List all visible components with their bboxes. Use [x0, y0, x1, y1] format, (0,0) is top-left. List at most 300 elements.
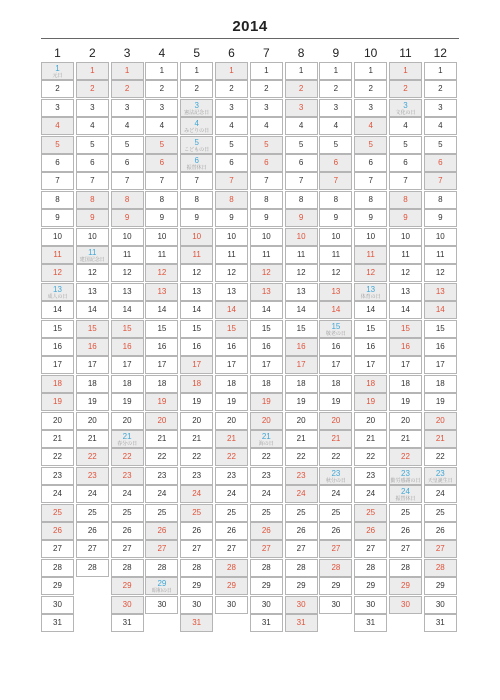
day-cell — [215, 228, 248, 246]
day-number: 22 — [435, 452, 445, 462]
day-cell — [424, 485, 457, 503]
day-number: 16 — [192, 342, 202, 351]
day-number: 24 — [227, 489, 236, 499]
day-cell — [354, 485, 387, 503]
day-cell — [424, 62, 457, 80]
day-number: 27 — [227, 544, 236, 554]
day-cell — [180, 154, 213, 172]
day-cell — [319, 246, 352, 264]
day-cell — [180, 614, 213, 632]
day-cell — [354, 228, 387, 246]
day-cell — [180, 80, 213, 98]
day-number: 29 — [192, 581, 202, 591]
day-number: 15 — [192, 323, 202, 333]
day-cell — [145, 338, 178, 356]
day-number: 22 — [87, 452, 97, 462]
day-cell — [76, 264, 109, 282]
day-number: 1 — [229, 66, 234, 75]
day-cell — [424, 154, 457, 172]
day-cell — [111, 504, 144, 522]
day-cell — [180, 191, 213, 209]
day-number: 25 — [53, 507, 62, 517]
day-number: 10 — [87, 231, 97, 241]
day-number: 21 — [157, 434, 167, 443]
day-cell — [111, 467, 144, 485]
day-cell — [424, 356, 457, 374]
day-cell — [250, 393, 283, 411]
day-cell — [424, 117, 457, 135]
day-cell — [250, 375, 283, 393]
day-number: 2 — [438, 84, 443, 94]
holiday-name: 文化の日 — [395, 109, 416, 116]
day-cell — [41, 320, 74, 338]
day-cell — [285, 577, 318, 595]
day-number: 4 — [298, 121, 304, 131]
day-cell — [424, 301, 457, 319]
day-cell — [76, 154, 109, 172]
day-cell — [145, 246, 178, 264]
day-number: 4 — [159, 121, 165, 131]
day-cell — [76, 467, 109, 485]
day-number: 2 — [229, 84, 234, 94]
day-cell — [41, 246, 74, 264]
day-number: 6 — [333, 158, 339, 167]
day-cell — [41, 596, 74, 614]
day-number: 3 — [298, 102, 304, 112]
day-number: 1 — [124, 66, 130, 75]
day-number: 15 — [331, 321, 341, 331]
day-cell — [215, 448, 248, 466]
day-cell — [389, 283, 422, 301]
day-cell — [111, 522, 144, 540]
day-number: 1 — [264, 66, 269, 75]
day-number: 4 — [55, 121, 60, 131]
day-cell — [389, 467, 422, 485]
day-number: 10 — [53, 231, 62, 241]
day-number: 30 — [227, 599, 236, 609]
day-cell — [285, 80, 318, 98]
day-cell — [389, 485, 422, 503]
day-cell — [180, 375, 213, 393]
day-number: 2 — [55, 84, 60, 94]
day-number: 2 — [333, 84, 339, 94]
day-number: 22 — [157, 452, 167, 462]
day-number: 5 — [159, 139, 165, 149]
day-cell — [76, 540, 109, 558]
day-cell — [180, 559, 213, 577]
day-number: 25 — [122, 507, 132, 517]
day-cell — [145, 154, 178, 172]
day-number: 5 — [124, 139, 130, 149]
day-number: 28 — [331, 562, 341, 572]
day-cell — [111, 540, 144, 558]
day-number: 8 — [55, 194, 60, 204]
day-number: 30 — [122, 599, 132, 609]
day-number: 29 — [296, 581, 306, 591]
day-number: 26 — [366, 526, 376, 535]
day-cell — [180, 596, 213, 614]
day-number: 14 — [53, 305, 62, 315]
day-cell — [215, 80, 248, 98]
day-cell — [250, 228, 283, 246]
holiday-name: 春分の日 — [117, 441, 138, 447]
day-cell — [215, 540, 248, 558]
day-number: 23 — [227, 470, 236, 480]
day-cell — [285, 283, 318, 301]
day-cell — [41, 485, 74, 503]
day-cell — [354, 246, 387, 264]
day-cell — [76, 283, 109, 301]
day-number: 4 — [438, 121, 443, 131]
day-number: 3 — [403, 100, 408, 110]
day-cell — [41, 614, 74, 632]
day-cell — [354, 467, 387, 485]
day-number: 10 — [401, 231, 410, 241]
day-number: 2 — [194, 84, 199, 94]
day-number: 18 — [122, 378, 132, 388]
day-number: 29 — [122, 581, 132, 591]
day-cell — [285, 320, 318, 338]
day-cell — [319, 228, 352, 246]
day-number: 18 — [87, 378, 97, 388]
day-cell — [250, 540, 283, 558]
day-cell — [215, 504, 248, 522]
day-cell — [76, 228, 109, 246]
day-number: 19 — [192, 397, 202, 407]
day-number: 16 — [53, 342, 62, 351]
day-number: 29 — [401, 581, 410, 591]
holiday-name: こどもの日 — [184, 146, 210, 153]
day-cell — [389, 301, 422, 319]
day-number: 24 — [122, 489, 132, 499]
day-cell — [389, 62, 422, 80]
day-cell — [319, 99, 352, 117]
day-number: 24 — [401, 487, 410, 497]
day-cell — [111, 577, 144, 595]
day-number: 26 — [122, 526, 132, 535]
day-number: 1 — [90, 66, 95, 75]
day-number: 8 — [194, 194, 199, 204]
day-cell — [76, 80, 109, 98]
day-cell — [354, 283, 387, 301]
day-number: 26 — [261, 526, 271, 535]
day-number: 4 — [333, 121, 339, 131]
day-number: 21 — [87, 434, 97, 443]
day-cell — [180, 209, 213, 227]
day-number: 12 — [435, 268, 445, 278]
day-number: 7 — [333, 176, 339, 186]
day-number: 18 — [435, 378, 445, 388]
day-number: 1 — [333, 66, 339, 75]
day-number: 11 — [88, 248, 97, 257]
month-header: 3 — [123, 46, 131, 60]
holiday-name: 昭和の日 — [151, 588, 172, 595]
day-cell — [319, 320, 352, 338]
day-cell — [285, 467, 318, 485]
day-number: 20 — [435, 415, 445, 425]
day-cell — [180, 246, 213, 264]
day-cell — [111, 172, 144, 190]
day-number: 14 — [192, 305, 202, 315]
day-number: 29 — [227, 581, 236, 591]
day-number: 29 — [366, 581, 376, 591]
day-cell — [319, 596, 352, 614]
day-cell — [145, 375, 178, 393]
day-number: 3 — [229, 102, 234, 112]
day-number: 28 — [296, 562, 306, 572]
day-number: 12 — [401, 268, 410, 278]
day-cell — [354, 99, 387, 117]
day-number: 19 — [53, 397, 62, 407]
day-number: 22 — [227, 452, 236, 462]
holiday-name: 秋分の日 — [325, 477, 346, 484]
day-number: 11 — [401, 250, 410, 259]
day-number: 19 — [87, 397, 97, 407]
day-number: 12 — [261, 268, 271, 278]
day-number: 31 — [122, 618, 132, 627]
day-cell — [41, 504, 74, 522]
day-number: 10 — [227, 231, 236, 241]
day-number: 27 — [192, 544, 202, 554]
day-cell — [319, 504, 352, 522]
day-cell — [424, 375, 457, 393]
day-number: 12 — [366, 268, 376, 278]
day-number: 8 — [333, 194, 339, 204]
day-cell — [424, 320, 457, 338]
day-cell — [145, 540, 178, 558]
day-number: 29 — [53, 581, 62, 591]
day-number: 16 — [261, 342, 271, 351]
day-cell — [180, 62, 213, 80]
day-cell — [250, 504, 283, 522]
day-number: 13 — [122, 286, 132, 296]
day-number: 16 — [401, 342, 410, 351]
day-number: 30 — [331, 599, 341, 609]
day-number: 25 — [331, 507, 341, 517]
day-cell — [354, 375, 387, 393]
day-number: 14 — [366, 305, 376, 315]
day-number: 9 — [298, 213, 304, 223]
day-number: 30 — [366, 599, 376, 609]
day-cell — [111, 283, 144, 301]
day-cell — [76, 430, 109, 448]
day-cell — [285, 540, 318, 558]
day-cell — [145, 320, 178, 338]
day-number: 22 — [401, 452, 410, 462]
day-number: 19 — [366, 397, 376, 407]
day-cell — [180, 264, 213, 282]
day-number: 15 — [296, 323, 306, 333]
day-number: 31 — [366, 618, 376, 627]
day-number: 17 — [192, 360, 202, 370]
day-number: 3 — [194, 100, 199, 110]
day-number: 10 — [261, 231, 271, 241]
day-number: 9 — [333, 213, 339, 223]
month-header: 1 — [54, 46, 61, 60]
day-number: 25 — [261, 507, 271, 517]
day-cell — [389, 430, 422, 448]
day-cell — [180, 301, 213, 319]
day-cell — [389, 117, 422, 135]
day-number: 29 — [261, 581, 271, 591]
day-number: 21 — [122, 432, 132, 441]
day-cell — [180, 338, 213, 356]
day-number: 5 — [298, 139, 304, 149]
day-cell — [250, 356, 283, 374]
day-number: 28 — [227, 562, 236, 572]
day-number: 4 — [194, 119, 199, 129]
day-number: 17 — [435, 360, 445, 370]
day-number: 20 — [331, 415, 341, 425]
day-cell — [354, 136, 387, 154]
day-cell — [250, 283, 283, 301]
day-cell — [319, 540, 352, 558]
day-cell — [424, 191, 457, 209]
day-number: 20 — [401, 415, 410, 425]
day-cell — [111, 62, 144, 80]
day-cell — [354, 338, 387, 356]
day-number: 7 — [194, 176, 199, 186]
day-number: 5 — [229, 139, 234, 149]
day-number: 5 — [368, 139, 373, 149]
day-cell — [285, 393, 318, 411]
day-cell — [145, 522, 178, 540]
day-number: 3 — [264, 102, 269, 112]
day-cell — [76, 246, 109, 264]
holiday-name: 振替休日 — [186, 165, 207, 171]
day-cell — [354, 522, 387, 540]
day-number: 24 — [53, 489, 62, 499]
day-cell — [111, 117, 144, 135]
day-number: 18 — [366, 378, 376, 388]
day-number: 25 — [227, 507, 236, 517]
day-number: 7 — [90, 176, 95, 186]
title-divider — [41, 38, 459, 39]
holiday-name: 天皇誕生日 — [427, 477, 453, 484]
day-number: 26 — [87, 526, 97, 535]
day-number: 7 — [264, 176, 269, 186]
day-cell — [41, 154, 74, 172]
day-cell — [319, 577, 352, 595]
day-cell — [354, 559, 387, 577]
day-number: 9 — [264, 213, 269, 223]
day-number: 1 — [194, 66, 199, 75]
day-number: 3 — [55, 102, 60, 112]
day-number: 7 — [55, 176, 60, 186]
day-number: 8 — [90, 194, 95, 204]
day-cell — [41, 99, 74, 117]
day-number: 22 — [122, 452, 132, 462]
day-cell — [111, 338, 144, 356]
day-cell — [215, 430, 248, 448]
day-number: 9 — [90, 213, 95, 223]
day-number: 2 — [159, 84, 165, 94]
day-number: 13 — [435, 286, 445, 296]
day-cell — [145, 136, 178, 154]
day-cell — [389, 320, 422, 338]
day-number: 7 — [124, 176, 130, 186]
day-cell — [111, 301, 144, 319]
day-cell — [215, 62, 248, 80]
day-number: 7 — [298, 176, 304, 186]
day-number: 16 — [435, 342, 445, 351]
day-cell — [250, 264, 283, 282]
day-cell — [41, 577, 74, 595]
day-number: 16 — [122, 342, 132, 351]
day-number: 24 — [157, 489, 167, 499]
day-number: 5 — [333, 139, 339, 149]
day-cell — [389, 191, 422, 209]
day-cell — [250, 246, 283, 264]
day-cell — [76, 375, 109, 393]
day-cell — [41, 283, 74, 301]
day-cell — [145, 99, 178, 117]
day-number: 18 — [192, 378, 202, 388]
day-cell — [145, 504, 178, 522]
day-cell — [76, 504, 109, 522]
day-cell — [389, 412, 422, 430]
day-number: 18 — [157, 378, 167, 388]
day-number: 14 — [296, 305, 306, 315]
day-cell — [145, 80, 178, 98]
day-cell — [111, 596, 144, 614]
day-number: 5 — [438, 139, 443, 149]
holiday-name: 成人の日 — [47, 293, 68, 300]
day-cell — [250, 467, 283, 485]
day-cell — [424, 577, 457, 595]
day-cell — [424, 393, 457, 411]
day-number: 8 — [124, 194, 130, 204]
day-number: 22 — [192, 452, 202, 462]
day-number: 16 — [227, 342, 236, 351]
day-number: 8 — [264, 194, 269, 204]
day-cell — [424, 99, 457, 117]
day-cell — [354, 430, 387, 448]
day-number: 4 — [368, 121, 373, 131]
day-cell — [215, 485, 248, 503]
day-cell — [250, 136, 283, 154]
day-cell — [424, 338, 457, 356]
day-cell — [285, 172, 318, 190]
day-cell — [424, 430, 457, 448]
day-cell — [250, 338, 283, 356]
day-number: 30 — [261, 599, 271, 609]
day-cell — [250, 412, 283, 430]
day-cell — [215, 172, 248, 190]
day-number: 23 — [331, 468, 341, 478]
day-number: 27 — [435, 544, 445, 554]
day-number: 13 — [261, 286, 271, 296]
day-cell — [145, 577, 178, 595]
day-cell — [41, 559, 74, 577]
day-cell — [285, 99, 318, 117]
day-number: 12 — [87, 268, 97, 278]
day-number: 23 — [401, 468, 410, 478]
day-cell — [41, 393, 74, 411]
day-number: 7 — [159, 176, 165, 186]
day-number: 17 — [53, 360, 62, 370]
day-number: 28 — [192, 562, 202, 572]
day-cell — [111, 209, 144, 227]
holiday-name: 振替休日 — [395, 496, 416, 503]
day-number: 14 — [87, 305, 97, 315]
day-cell — [145, 228, 178, 246]
day-cell — [250, 191, 283, 209]
day-cell — [285, 504, 318, 522]
day-number: 10 — [122, 231, 132, 241]
day-cell — [180, 522, 213, 540]
day-cell — [389, 504, 422, 522]
